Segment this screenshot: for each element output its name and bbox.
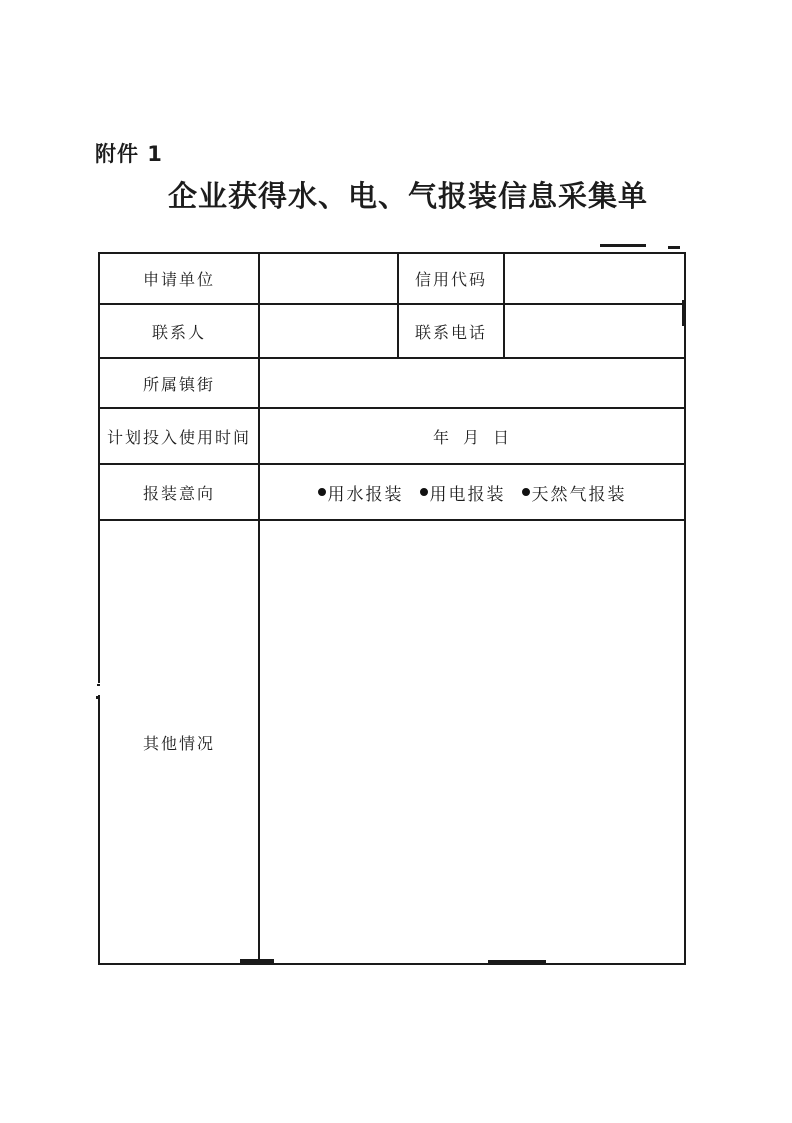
intention-options-cell (259, 464, 685, 520)
attachment-label: 附件 1 (95, 142, 163, 166)
credit-code-label: 信用代码 (398, 253, 504, 304)
scan-artifact (488, 960, 546, 963)
planned-date-label: 计划投入使用时间 (99, 408, 259, 464)
planned-date-value: 年 月 日 (259, 408, 685, 464)
row-applicant (99, 253, 685, 304)
other-label: 其他情况 (99, 520, 259, 964)
option-gas-label: 天然气报装 (531, 484, 627, 504)
page-title: 企业获得水、电、气报装信息采集单 (167, 179, 648, 213)
phone-label: 联系电话 (398, 304, 504, 358)
radio-bullet-icon (420, 488, 428, 496)
scan-artifact (97, 684, 100, 686)
contact-input-cell (259, 304, 398, 358)
scan-artifact (240, 959, 274, 963)
row-intention (99, 464, 685, 520)
option-water-label: 用水报装 (327, 484, 404, 504)
scan-artifact (600, 244, 646, 247)
contact-label: 联系人 (99, 304, 259, 358)
radio-bullet-icon (318, 488, 326, 496)
applicant-label: 申请单位 (99, 253, 259, 304)
info-collection-form (98, 252, 686, 965)
option-electricity-label: 用电报装 (429, 484, 506, 504)
option-water (318, 480, 404, 505)
credit-code-input-cell (504, 253, 685, 304)
township-input-cell (259, 358, 685, 408)
other-input-cell (259, 520, 685, 964)
row-township (99, 358, 685, 408)
radio-bullet-icon (522, 488, 530, 496)
row-other (99, 520, 685, 964)
option-gas (522, 480, 627, 505)
row-planned-date (99, 408, 685, 464)
scan-artifact (96, 696, 100, 699)
intention-label: 报装意向 (99, 464, 259, 520)
row-contact (99, 304, 685, 358)
scan-artifact (682, 300, 685, 326)
applicant-input-cell (259, 253, 398, 304)
option-electricity (420, 480, 506, 505)
scan-artifact (668, 246, 680, 249)
phone-input-cell (504, 304, 685, 358)
township-label: 所属镇街 (99, 358, 259, 408)
